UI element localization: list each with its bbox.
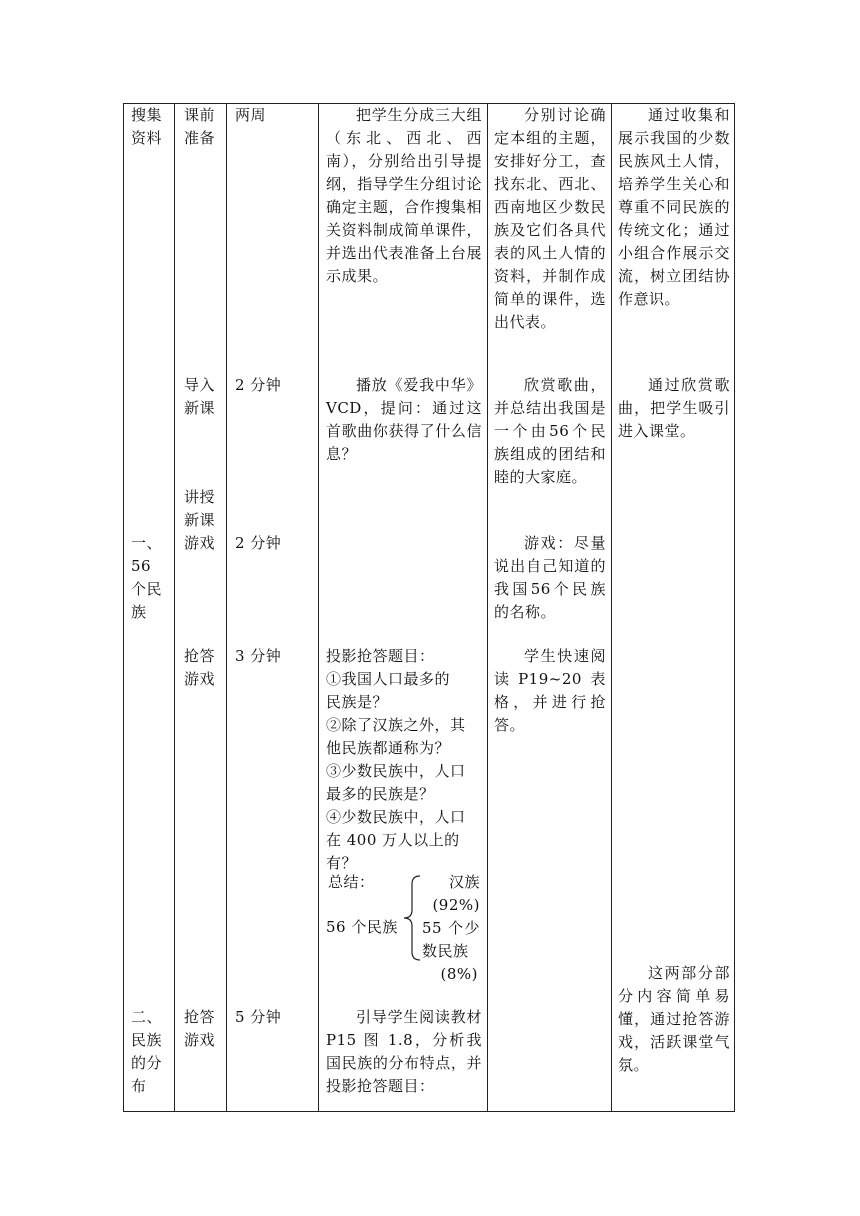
quiz-line: 他民族都通称为？ (326, 739, 451, 757)
step-quiz-game (184, 645, 224, 691)
step-preparation (184, 104, 224, 150)
step-text: 准备 (184, 129, 216, 147)
step-new-lesson-game (184, 486, 224, 555)
brace-icon (400, 874, 424, 962)
summary-label: 总结： (328, 873, 375, 891)
section-title-distribution (131, 1006, 173, 1098)
step-intro (184, 374, 224, 420)
stage-text: 搜集 (131, 106, 163, 124)
step-text: 新课 (184, 399, 216, 417)
student-activity-collect: 分别讨论确定本组的主题，安排好分工，查找东北、西北、西南地区少数民族及它们各具代表的风土人情的资料，并制作成简单的课件，选出代表。 (494, 106, 606, 331)
student-activity-quiz1: 学生快速阅读P19~20表格，并进行抢答。 (494, 647, 606, 734)
student-activity-intro: 欣赏歌曲，并总结出我国是一个由56个民族组成的团结和睦的大家庭。 (494, 376, 606, 486)
step-text: 新课 (184, 511, 216, 529)
section-text: 一、 (131, 534, 163, 552)
stage-text: 资料 (131, 129, 163, 147)
quiz-line: 民族是？ (326, 693, 389, 711)
section-text: 56 (131, 557, 152, 575)
teacher-activity-collect: 把学生分成三大组（东北、西北、西南），分别给出引导提纲，指导学生分组讨论确定主题，合作搜集相关资料制成简单课件，并选出代表准备上台展示成果。 (326, 106, 482, 285)
time-game1: 2 分钟 (235, 534, 282, 552)
stage-collect-materials (131, 104, 173, 150)
column-divider (318, 103, 319, 1112)
quiz-line: 有？ (326, 854, 358, 872)
step-text: 导入 (184, 376, 216, 394)
quiz-line: ②除了汉族之外，其 (326, 716, 466, 734)
total-ethnic-groups-label: 56 个民族 (326, 918, 398, 936)
section-text: 民族 (131, 1031, 163, 1049)
step-text: 讲授 (184, 488, 216, 506)
teacher-activity-intro: 播放《爱我中华》VCD，提问：通过这首歌曲你获得了什么信息？ (326, 376, 482, 463)
step-text: 课前 (184, 106, 216, 124)
step-text: 抢答 (184, 1008, 216, 1026)
time-two-weeks: 两周 (235, 106, 267, 124)
column-divider (174, 103, 175, 1112)
minority-percent: (8%) (440, 965, 478, 983)
section-title-56-ethnic-groups (131, 532, 173, 624)
teacher-activity-quiz1 (326, 645, 486, 875)
step-quiz-game-2 (184, 1006, 224, 1052)
purpose-quiz-note: 这两部分部分内容简单易懂，通过抢答游戏，活跃课堂气氛。 (618, 964, 730, 1074)
quiz-line: 投影抢答题目： (326, 647, 435, 665)
section-text: 的分 (131, 1054, 163, 1072)
column-divider (487, 103, 488, 1112)
section-text: 二、 (131, 1008, 163, 1026)
time-intro: 2 分钟 (235, 376, 282, 394)
minority-label: 55 个少数民族 (422, 919, 480, 960)
step-text: 游戏 (184, 670, 216, 688)
time-quiz2: 5 分钟 (235, 1008, 282, 1026)
quiz-line: ④少数民族中，人口 (326, 808, 466, 826)
step-text: 游戏 (184, 534, 216, 552)
time-quiz1: 3 分钟 (235, 647, 282, 665)
han-percent: (92%) (432, 896, 480, 914)
step-text: 游戏 (184, 1031, 216, 1049)
quiz-line: 在 400 万人以上的 (326, 831, 460, 849)
purpose-intro: 通过欣赏歌曲，把学生吸引进入课堂。 (618, 376, 730, 440)
column-divider (226, 103, 227, 1112)
section-text: 个民 (131, 580, 163, 598)
student-activity-game1: 游戏：尽量说出自己知道的我国56个民族的名称。 (494, 534, 606, 621)
quiz-line: 最多的民族是？ (326, 785, 435, 803)
section-text: 布 (131, 1077, 147, 1095)
purpose-collect: 通过收集和展示我国的少数民族风土人情，培养学生关心和尊重不同民族的传统文化；通过小组合作展示交流，树立团结协作意识。 (618, 106, 730, 308)
teacher-activity-distribution: 引导学生阅读教材 P15 图 1.8，分析我国民族的分布特点，并投影抢答题目： (326, 1008, 482, 1095)
section-text: 族 (131, 603, 147, 621)
han-label: 汉族 (448, 873, 480, 891)
quiz-line: ①我国人口最多的 (326, 670, 451, 688)
quiz-line: ③少数民族中，人口 (326, 762, 466, 780)
column-divider (611, 103, 612, 1112)
step-text: 抢答 (184, 647, 216, 665)
